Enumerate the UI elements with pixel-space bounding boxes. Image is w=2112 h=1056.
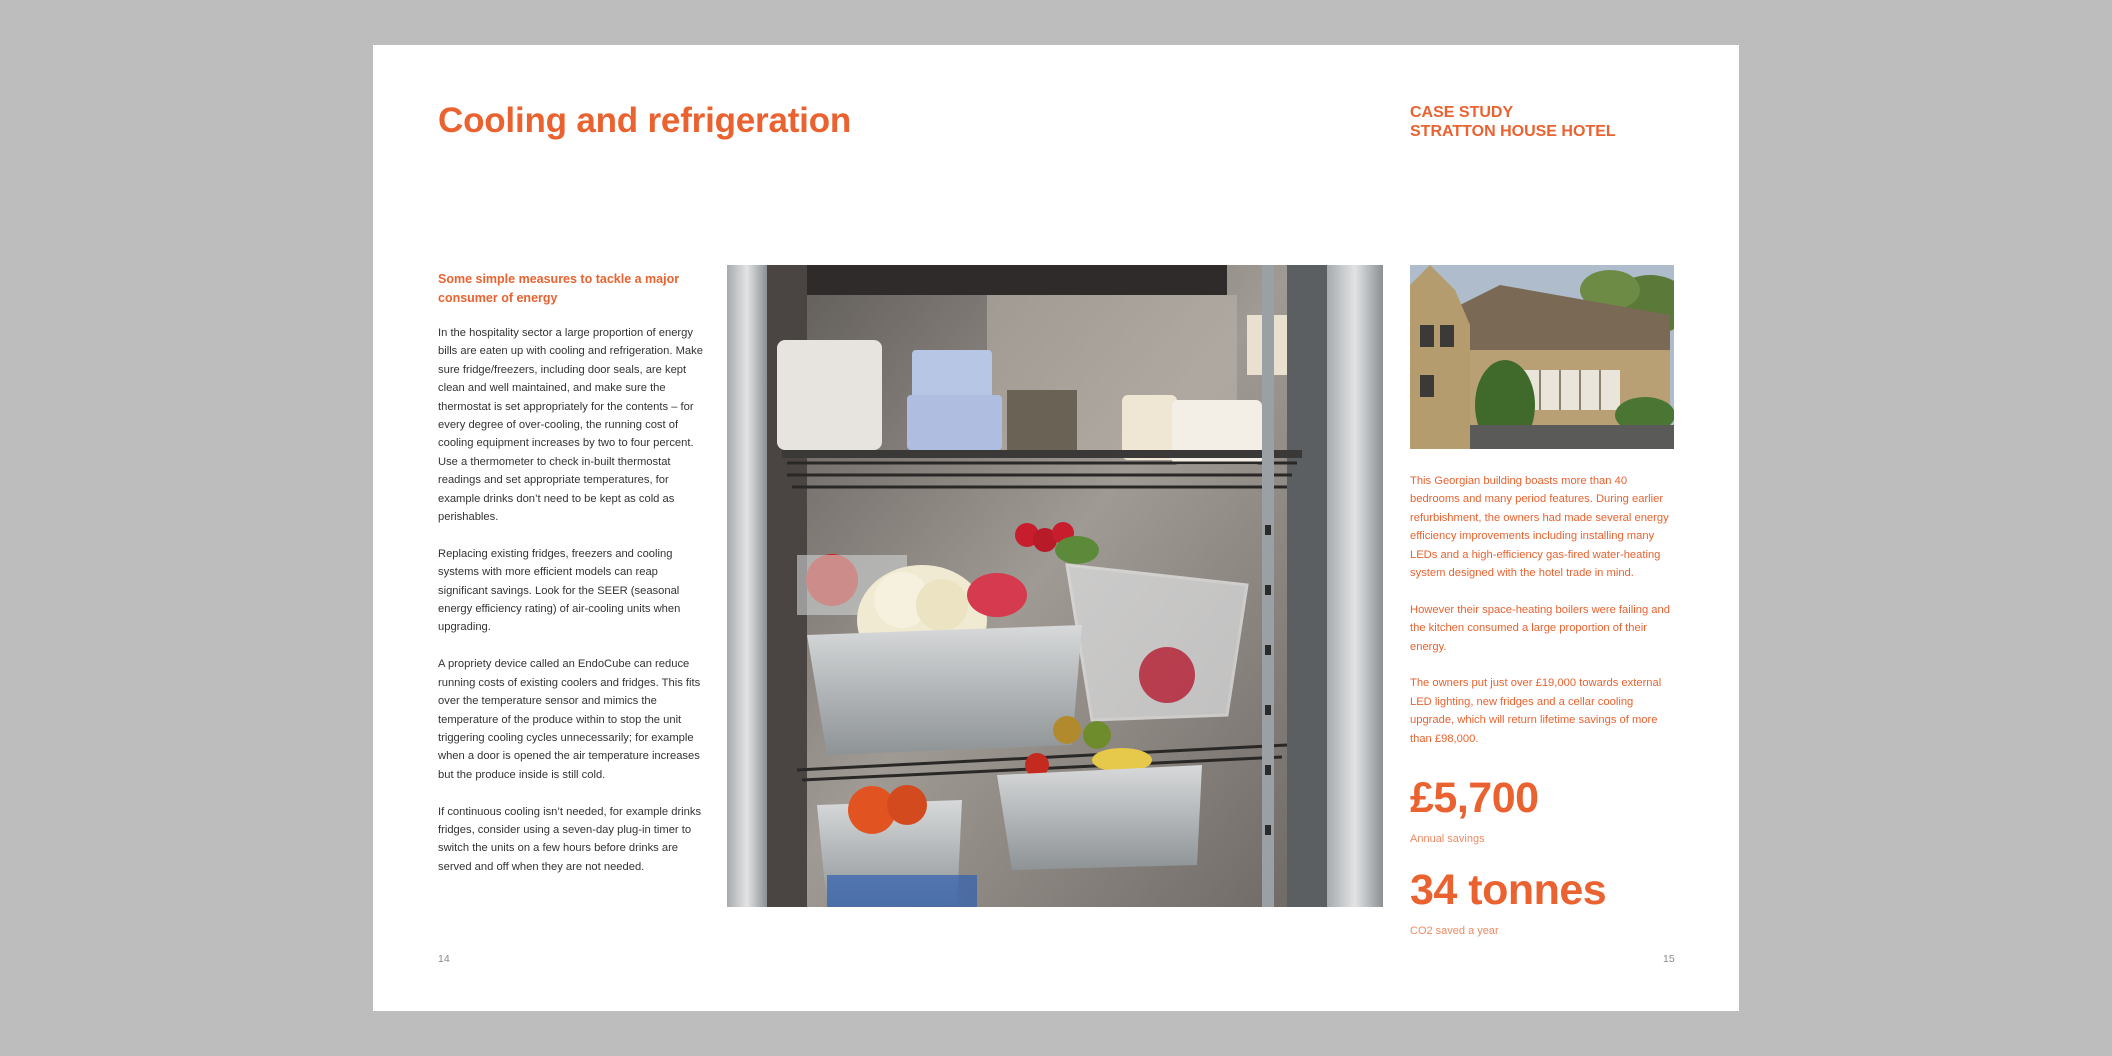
page-number-left: 14 xyxy=(438,953,450,965)
annual-savings-label: Annual savings xyxy=(1410,833,1485,845)
case-study-text-column xyxy=(1410,472,1676,766)
body-paragraph: Replacing existing fridges, freezers and cooling systems with more efficient models can reap significant savings. Look for the SEER (seasonal energy efficiency rating) of air-cooling units when upgrading. xyxy=(438,547,681,634)
page-title: Cooling and refrigeration xyxy=(438,101,852,140)
co2-saved-value: 34 tonnes xyxy=(1410,866,1607,914)
case-study-hotel-name: STRATTON HOUSE HOTEL xyxy=(1410,123,1616,140)
co2-saved-label: CO2 saved a year xyxy=(1410,925,1499,937)
fridge-interior-photo xyxy=(727,265,1383,907)
section-subheading: Some simple measures to tackle a major consumer of energy xyxy=(438,272,680,305)
case-study-label: CASE STUDY xyxy=(1410,104,1514,121)
brochure-spread xyxy=(373,45,1739,1011)
case-study-paragraph: However their space-heating boilers were failing and the kitchen consumed a large proportion of their energy. xyxy=(1410,603,1670,653)
body-paragraph: In the hospitality sector a large proportion of energy bills are eaten up with cooling and refrigeration. Make sure fridge/freezers, including door seals, are kept clean and well maintained, and make sure the thermostat is set appropriately for the contents – for every degree of over-cooling, the running cost of cooling equipment increases by two to four percent. Use a thermometer to check in-built thermostat readings and set appropriate temperatures, for example drinks don’t need to be kept as cold as perishables. xyxy=(438,327,703,524)
case-study-paragraph: This Georgian building boasts more than 40 bedrooms and many period features. During earlier refurbishment, the owners had made several energy efficiency improvements including installing many LEDs and a high-efficiency gas-fired water-heating system designed with the hotel trade in mind. xyxy=(1410,475,1669,580)
hotel-exterior-photo xyxy=(1410,265,1674,449)
annual-savings-value: £5,700 xyxy=(1410,774,1539,822)
case-study-heading xyxy=(1410,103,1616,141)
body-paragraph: If continuous cooling isn’t needed, for example drinks fridges, consider using a seven-day plug-in timer to switch the units on a few hours before drinks are served and off when they are not needed. xyxy=(438,805,702,873)
left-text-column xyxy=(438,270,703,895)
body-paragraph: A propriety device called an EndoCube can reduce running costs of existing coolers and fridges. This fits over the temperature sensor and mimics the temperature of the produce within to stop the unit triggering cooling cycles unnecessarily; for example when a door is opened the air temperature increases but the produce inside is still cold. xyxy=(438,658,701,781)
case-study-paragraph: The owners put just over £19,000 towards external LED lighting, new fridges and a cellar cooling upgrade, which will return lifetime savings of more than £98,000. xyxy=(1410,677,1662,745)
page-number-right: 15 xyxy=(1663,953,1675,965)
